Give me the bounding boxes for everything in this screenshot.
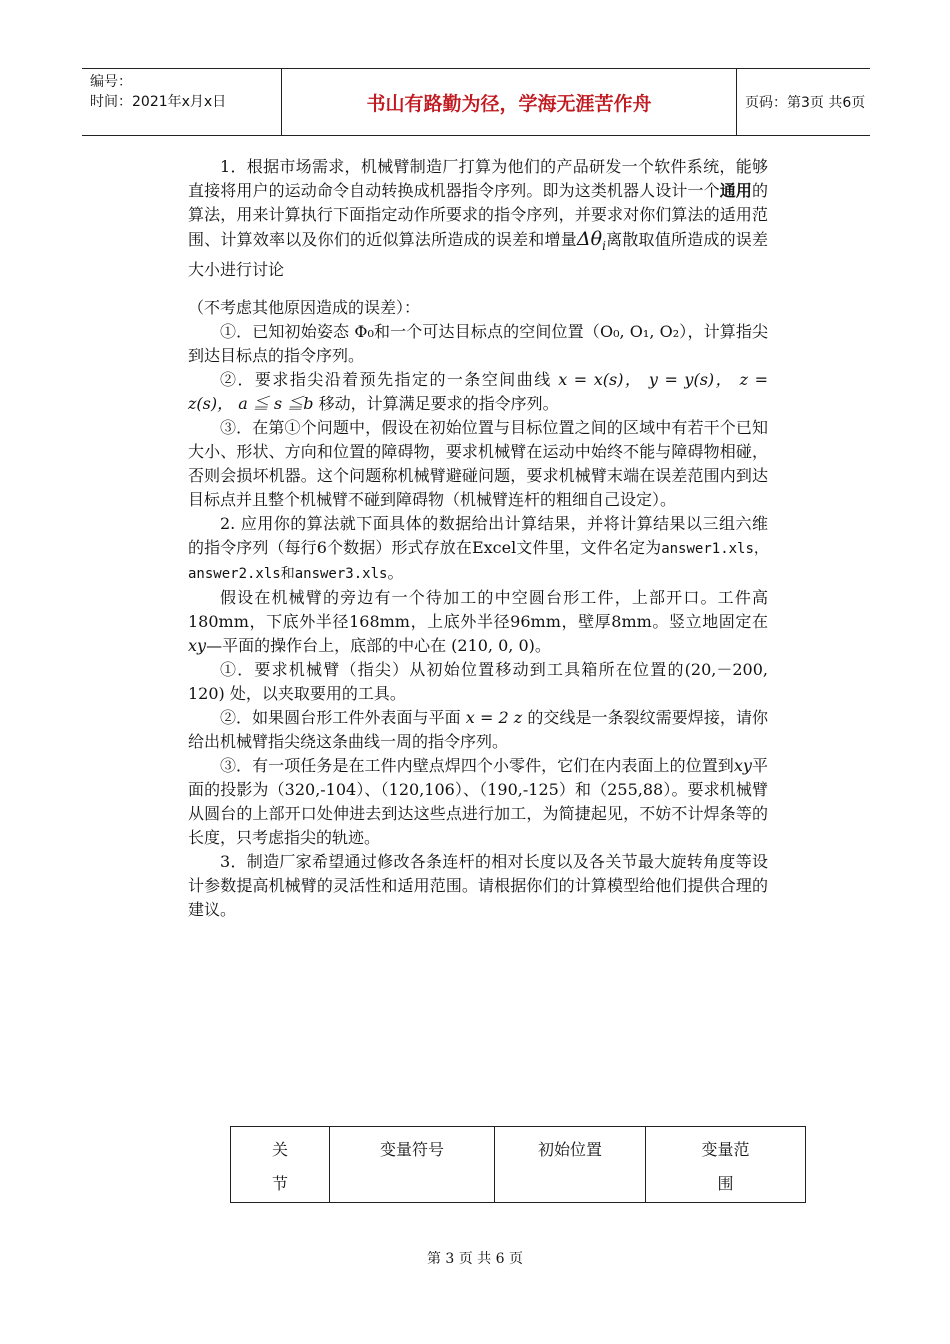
document-body — [188, 155, 768, 922]
col-variable-range: 变量范 围 — [646, 1127, 806, 1203]
page-footer: 第 3 页 共 6 页 — [426, 1251, 524, 1267]
paragraph-workpiece — [188, 586, 768, 658]
s2-text-b: 的交线是一条裂纹需要焊接，请你给出机械臂指尖绕这条曲线一周的指令序列。 — [188, 707, 768, 751]
table-header-row — [231, 1127, 806, 1203]
question-1: ①．已知初始姿态 Φ₀和一个可达目标点的空间位置（O₀, O₁, O₂），计算指尖到达目标点的指令序列。 — [188, 321, 768, 365]
variables-table — [230, 1126, 806, 1203]
p1-text-b: 的算法，用来计算执行下面指定动作所要求的指令序列，并要求对你们算法的适用范围、计算效率以及你们的近似算法所造成的误差和增量 — [188, 181, 768, 249]
sub-question-1: ①．要求机械臂（指尖）从初始位置移动到工具箱所在位置的(20,－200, 120) 处，以夹取要用的工具。 — [188, 659, 768, 703]
p1-text-c: 离散取值所造成的误差大小进行讨论 — [188, 230, 768, 279]
col-initial-position: 初始位置 — [495, 1127, 646, 1203]
p2-text-a: 2. 应用你的算法就下面具体的数据给出计算结果，并将计算结果以三组六维的指令序列（每行6个数据）形式存放在Excel文件里，文件名定为 — [188, 513, 768, 557]
p1-bold-term: 通用 — [719, 181, 752, 200]
time-label: 时间：2021年x月x日 — [90, 94, 227, 110]
s3-text-a: ③．有一项任务是在工件内壁点焊四个小零件，它们在内表面上的位置到 — [220, 755, 734, 775]
sub-question-2 — [188, 706, 768, 754]
workpiece-xy: xy — [188, 635, 207, 655]
paragraph-3: 3．制造厂家希望通过修改各条连杆的相对长度以及各关节最大旋转角度等设计参数提高机械臂的灵活性和适用范围。请根据你们的计算模型给他们提供合理的建议。 — [188, 851, 768, 919]
question-2 — [188, 368, 768, 416]
workpiece-text-b: —平面的操作台上，底部的中心在 (210, 0, 0)。 — [206, 635, 551, 655]
col-joint: 关 节 — [231, 1127, 330, 1203]
header-page-label: 页码：第3页 共6页 — [745, 95, 866, 111]
s2-text-a: ②．如果圆台形工件外表面与平面 — [220, 707, 461, 727]
p1-text-a: 1．根据市场需求，机械臂制造厂打算为他们的产品研发一个软件系统，能够直接将用户的运动命令自动转换成机器指令序列。即为这类机器人设计一个 — [188, 157, 768, 200]
s3-xy: xy — [733, 755, 752, 775]
paragraph-1-cont: （不考虑其他原因造成的误差）： — [188, 297, 421, 317]
number-label: 编号： — [90, 74, 132, 90]
q2-curve-equation: x = x(s)， y = y(s)， z = z(s)， a ≦ s ≦b — [188, 369, 768, 413]
question-3: ③．在第①个问题中，假设在初始位置与目标位置之间的区域中有若干个已知大小、形状、方向和位置的障碍物，要求机械臂在运动中始终不能与障碍物相碰，否则会损坏机器。这个问题称机械臂避碰问题，要求机械臂末端在误差范围内到达目标点并且整个机械臂不碰到障碍物（机械臂连杆的粗细自己设定）。 — [188, 417, 768, 509]
page-header — [82, 68, 870, 136]
delta-theta: Δθ — [576, 228, 603, 250]
sub-question-3 — [188, 754, 768, 850]
workpiece-text-a: 假设在机械臂的旁边有一个待加工的中空圆台形工件，上部开口。工件高180mm，下底外半径168mm，上底外半径96mm，壁厚8mm。竖立地固定在 — [188, 587, 768, 631]
p2-text-b: 。 — [387, 562, 404, 582]
header-motto: 书山有路勤为径，学海无涯苦作舟 — [282, 69, 737, 135]
delta-theta-symbol — [576, 228, 606, 253]
header-info — [82, 69, 282, 135]
paragraph-1 — [188, 155, 768, 282]
q2-text-a: ②．要求指尖沿着预先指定的一条空间曲线 — [220, 369, 552, 389]
s2-plane-equation: x = 2 z — [465, 707, 523, 727]
paragraph-2 — [188, 512, 768, 586]
delta-theta-sub: i — [602, 238, 606, 253]
q2-text-b: 移动，计算满足要求的指令序列。 — [318, 393, 559, 413]
p2-file-names: answer1.xls，answer2.xls和answer3.xls — [188, 540, 769, 582]
s3-text-b: 平面的投影为（320,-104）、（120,106）、（190,-125）和（255,88）。要求机械臂从圆台的上部开口处伸进去到达这些点进行加工，为简捷起见，不妨不计焊条等的长度，只考虑指尖的轨迹。 — [188, 755, 768, 847]
col-variable-symbol: 变量符号 — [330, 1127, 495, 1203]
